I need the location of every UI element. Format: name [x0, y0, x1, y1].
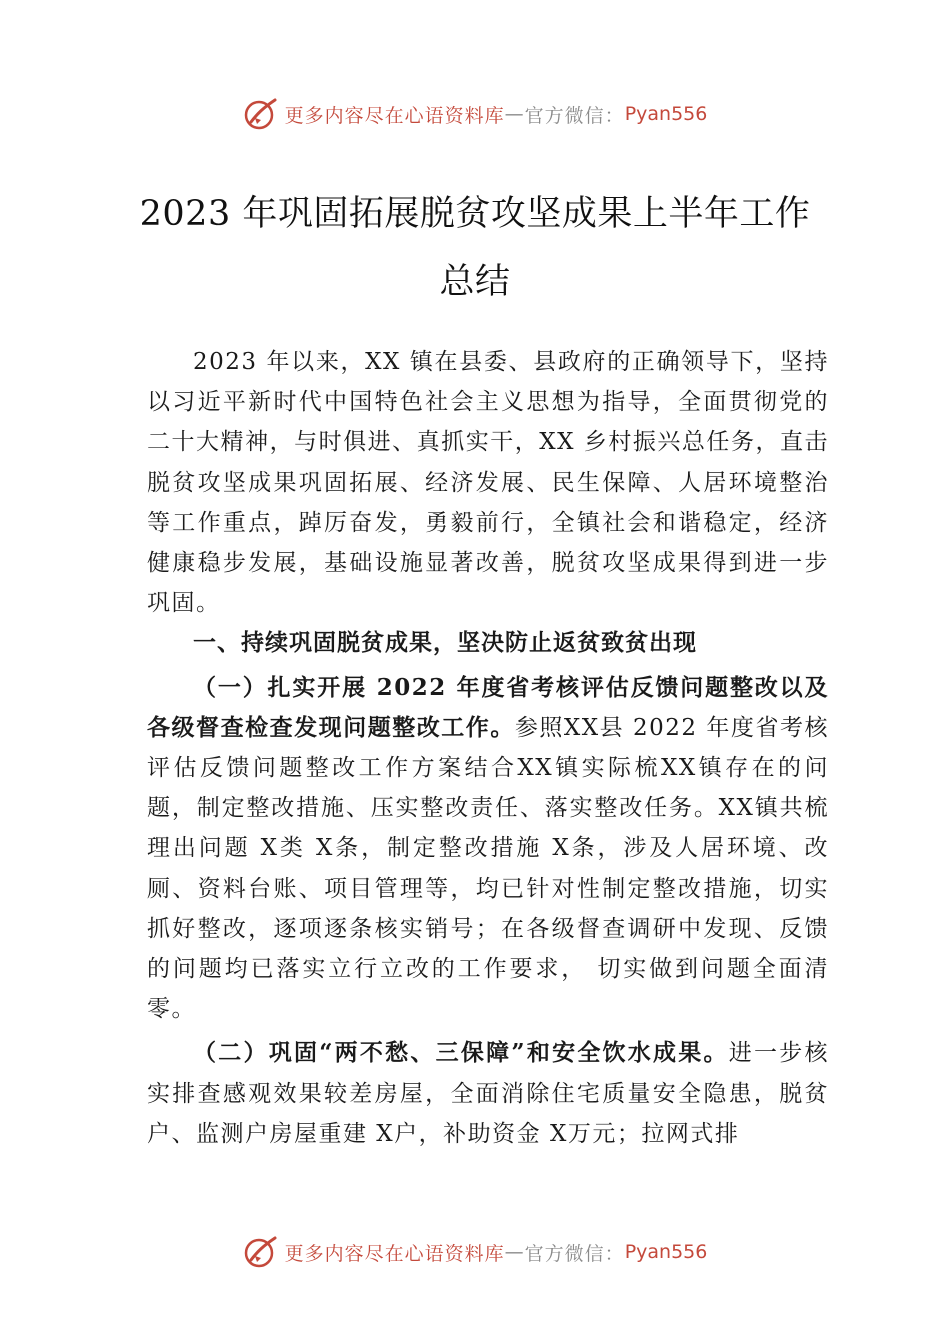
- paragraph-two-lead: （二）巩固“两不愁、三保障”和安全饮水成果。: [193, 1039, 729, 1067]
- header-watermark: [0, 94, 950, 134]
- watermark-wechat-label: 官方微信：: [524, 104, 625, 127]
- paragraph-one-body: 参照XX县 2022 年度省考核评估反馈问题整改工作方案结合XX镇实际梳XX镇存在的问题，制定整改措施、压实整改责任、落实整改任务。XX镇共梳理出问题 X类 X条，制定整改措施 X条，涉及人居环境、改厕、资料台账、项目管理等，均已针对性制定整改措施，切实抓好整改，逐项逐条核实销号；在各级督查调研中发现、反馈的问题均已落实立行立改的工作要求， 切实做到问题全面清零。: [147, 714, 830, 1023]
- brush-logo-icon: [243, 1234, 279, 1270]
- paragraph-two-body: 进一步核实排查感观效果较差房屋，全面消除住宅质量安全隐患，脱贫户、监测户房屋重建 X户，补助资金 X万元；拉网式排: [147, 1040, 830, 1147]
- watermark-text: 更多内容尽在心语资料库: [284, 1242, 505, 1265]
- footer-watermark: [0, 1232, 950, 1272]
- watermark-text: 更多内容尽在心语资料库: [284, 104, 505, 127]
- watermark-wechat-id: Pyan556: [624, 103, 708, 125]
- document-title-line1: 2023 年巩固拓展脱贫攻坚成果上半年工作: [139, 194, 811, 234]
- brush-logo-icon: [243, 96, 279, 132]
- paragraph-one: [147, 668, 829, 1030]
- watermark-dash: —: [504, 103, 525, 125]
- watermark-dash: —: [504, 1241, 525, 1263]
- document-title-line2: 总结: [439, 262, 511, 302]
- document-body: [147, 342, 829, 1154]
- intro-paragraph: 2023 年以来，XX 镇在县委、县政府的正确领导下，坚持以习近平新时代中国特色社会主义思想为指导，全面贯彻党的二十大精神，与时俱进、真抓实干，XX 乡村振兴总任务，直击脱贫攻坚成果巩固拓展、经济发展、民生保障、人居环境整治等工作重点，踔厉奋发，勇毅前行，全镇社会和谐稳定，经济健康稳步发展，基础设施显著改善，脱贫攻坚成果得到进一步巩固。: [147, 349, 829, 617]
- section-heading: 一、持续巩固脱贫成果，坚决防止返贫致贫出现: [193, 630, 697, 657]
- paragraph-one-lead: （一）扎实开展 2022 年度省考核评估反馈问题整改以及各级督查检查发现问题整改工作。: [147, 673, 829, 741]
- watermark-wechat-id: Pyan556: [624, 1241, 708, 1263]
- watermark-wechat-label: 官方微信：: [524, 1242, 625, 1265]
- paragraph-two: [147, 1033, 829, 1154]
